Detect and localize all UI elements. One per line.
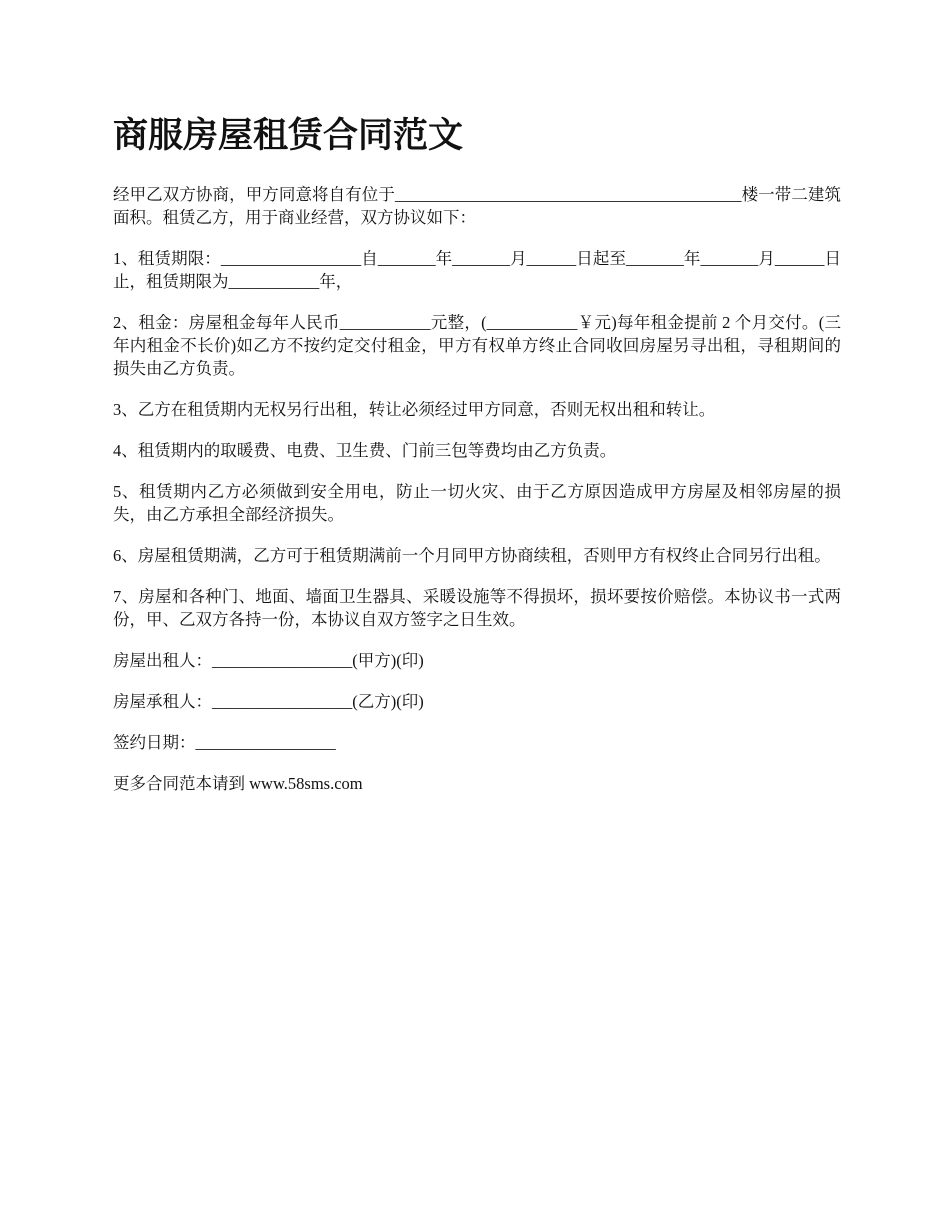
clause-renewal: 6、房屋租赁期满，乙方可于租赁期满前一个月同甲方协商续租，否则甲方有权终止合同另行出租。 (113, 546, 831, 565)
clause-damage: 7、房屋和各种门、地面、墙面卫生器具、采暖设施等不得损坏，损坏要按价赔偿。本协议书一式两份，甲、乙双方各持一份，本协议自双方签字之日生效。 (113, 587, 841, 629)
clause-lease-term: 1、租赁期限：_________________自_______年_______月______日起至_______年_______月______日止，租赁期限为___________年， (113, 249, 841, 291)
signature-date: 签约日期：_________________ (113, 733, 336, 752)
document-title: 商服房屋租赁合同范文 (113, 115, 464, 156)
clause-safety: 5、租赁期内乙方必须做到安全用电，防止一切火灾、由于乙方原因造成甲方房屋及相邻房屋的损失，由乙方承担全部经济损失。 (113, 482, 841, 524)
clause-fees: 4、租赁期内的取暖费、电费、卫生费、门前三包等费均由乙方负责。 (113, 441, 617, 460)
footer-website-link[interactable]: 更多合同范本请到 www.58sms.com (113, 774, 363, 793)
clause-rent: 2、租金：房屋租金每年人民币___________元整，(___________￥元)每年租金提前 2 个月交付。(三年内租金不长价)如乙方不按约定交付租金，甲方有权单方终止合同收回房屋另寻出租，寻租期间的损失由乙方负责。 (113, 313, 841, 378)
signature-lessee: 房屋承租人：_________________(乙方)(印) (113, 692, 424, 711)
intro-paragraph: 经甲乙双方协商，甲方同意将自有位于__________________________________________楼一带二建筑面积。租赁乙方，用于商业经营，双方协议如下： (113, 185, 841, 227)
clause-sublet: 3、乙方在租赁期内无权另行出租，转让必须经过甲方同意，否则无权出租和转让。 (113, 400, 716, 419)
signature-lessor: 房屋出租人：_________________(甲方)(印) (113, 651, 424, 670)
document-page (113, 112, 841, 795)
